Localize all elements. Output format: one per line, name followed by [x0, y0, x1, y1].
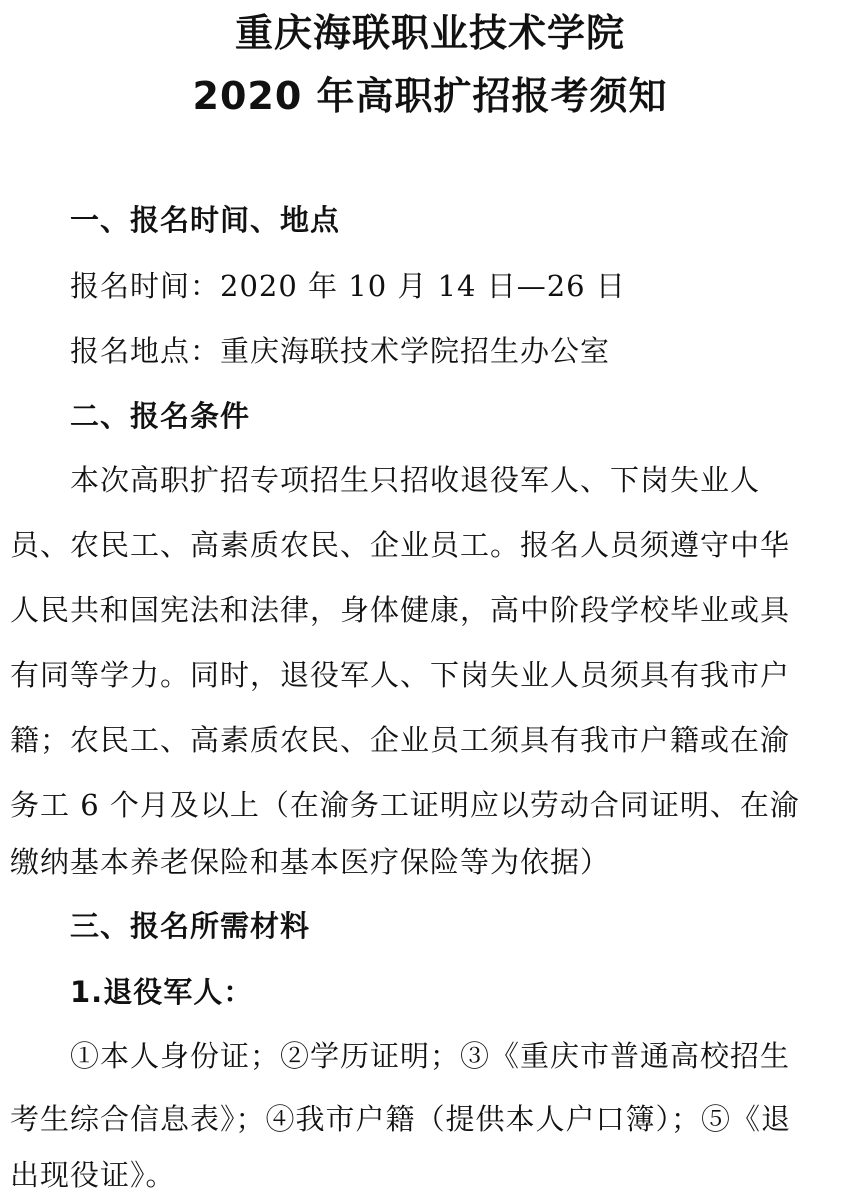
section3-heading: 三、报名所需材料	[70, 909, 311, 943]
section3-paragraph-line: 考生综合信息表》；④我市户籍（提供本人户口簿）；⑤《退	[10, 1102, 792, 1136]
section3-paragraph-line: ①本人身份证；②学历证明；③《重庆市普通高校招生	[70, 1039, 791, 1073]
section2-paragraph-line: 籍；农民工、高素质农民、企业员工须具有我市户籍或在渝	[10, 723, 791, 757]
document-title-line2: 2020 年高职扩招报考须知	[192, 74, 668, 118]
section1-heading: 一、报名时间、地点	[70, 203, 341, 237]
registration-place: 报名地点：重庆海联技术学院招生办公室	[70, 334, 611, 368]
section2-paragraph-line: 务工 6 个月及以上（在渝务工证明应以劳动合同证明、在渝	[10, 788, 800, 822]
section2-paragraph-line: 员、农民工、高素质农民、企业员工。报名人员须遵守中华	[10, 528, 791, 562]
section2-paragraph-line: 本次高职扩招专项招生只招收退役军人、下岗失业人	[70, 463, 761, 497]
section3-paragraph-line: 出现役证》。	[10, 1158, 176, 1192]
registration-time: 报名时间：2020 年 10 月 14 日—26 日	[70, 269, 626, 303]
section2-paragraph-line: 有同等学力。同时，退役军人、下岗失业人员须具有我市户	[10, 658, 791, 692]
section2-paragraph-line: 缴纳基本养老保险和基本医疗保险等为依据）	[10, 845, 611, 879]
document-title-line1: 重庆海联职业技术学院	[234, 11, 625, 55]
section2-heading: 二、报名条件	[70, 399, 251, 433]
section2-paragraph-line: 人民共和国宪法和法律，身体健康，高中阶段学校毕业或具	[10, 593, 791, 627]
section3-subheading: 1.退役军人：	[70, 975, 254, 1009]
